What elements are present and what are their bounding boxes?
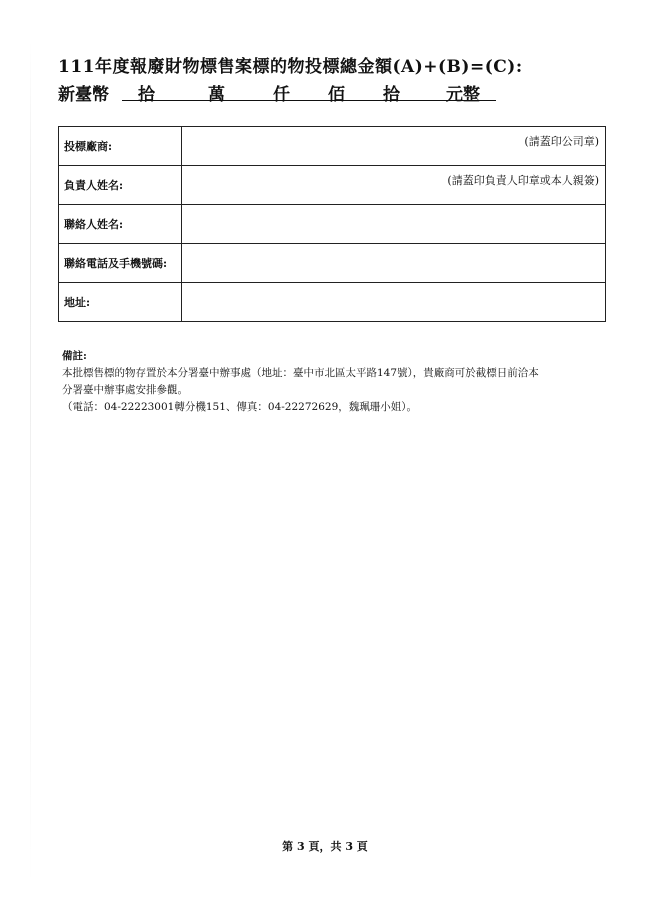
address-field[interactable] xyxy=(182,283,606,322)
table-row xyxy=(59,127,606,166)
scan-edge-shadow xyxy=(30,40,31,890)
unit-ten-million: 拾 xyxy=(138,85,155,105)
representative-field[interactable] xyxy=(182,166,606,205)
phone-field[interactable] xyxy=(182,244,606,283)
notes-contact: （電話：04-22223001轉分機151、傳真：04-22272629，魏珮珊小姐）。 xyxy=(62,401,417,413)
contact-name-field[interactable] xyxy=(182,205,606,244)
representative-label: 負責人姓名: xyxy=(59,166,182,205)
notes-line: 本批標售標的物存置於本分署臺中辦事處（地址：臺中市北區太平路147號），貴廠商可於截標日前洽本 xyxy=(62,367,539,379)
representative-hint: (請蓋印負責人印章或本人親簽) xyxy=(447,174,599,187)
currency-label: 新臺幣 xyxy=(58,85,109,105)
unit-ten: 拾 xyxy=(383,85,400,105)
bidder-label: 投標廠商: xyxy=(59,127,182,166)
unit-yuan: 元整 xyxy=(446,85,480,105)
amount-line xyxy=(58,80,498,105)
table-row xyxy=(59,283,606,322)
table-row xyxy=(59,166,606,205)
unit-hundred: 佰 xyxy=(328,85,345,105)
document-title: 111年度報廢財物標售案標的物投標總金額(A)+(B)=(C): xyxy=(58,57,523,77)
page-indicator: 第 3 頁，共 3 頁 xyxy=(282,840,368,853)
amount-fill-line xyxy=(122,100,496,101)
unit-ten-thousand: 萬 xyxy=(208,85,225,105)
bidder-info-table xyxy=(58,126,606,322)
table-row xyxy=(59,244,606,283)
table-row xyxy=(59,205,606,244)
bidder-field[interactable] xyxy=(182,127,606,166)
phone-label: 聯絡電話及手機號碼: xyxy=(59,244,182,283)
unit-thousand: 仟 xyxy=(273,85,290,105)
notes-line: 分署臺中辦事處安排參觀。 xyxy=(62,384,188,396)
bidder-hint: (請蓋印公司章) xyxy=(524,135,599,148)
notes-heading: 備註: xyxy=(62,350,87,362)
address-label: 地址: xyxy=(59,283,182,322)
contact-name-label: 聯絡人姓名: xyxy=(59,205,182,244)
notes-section xyxy=(62,348,612,416)
